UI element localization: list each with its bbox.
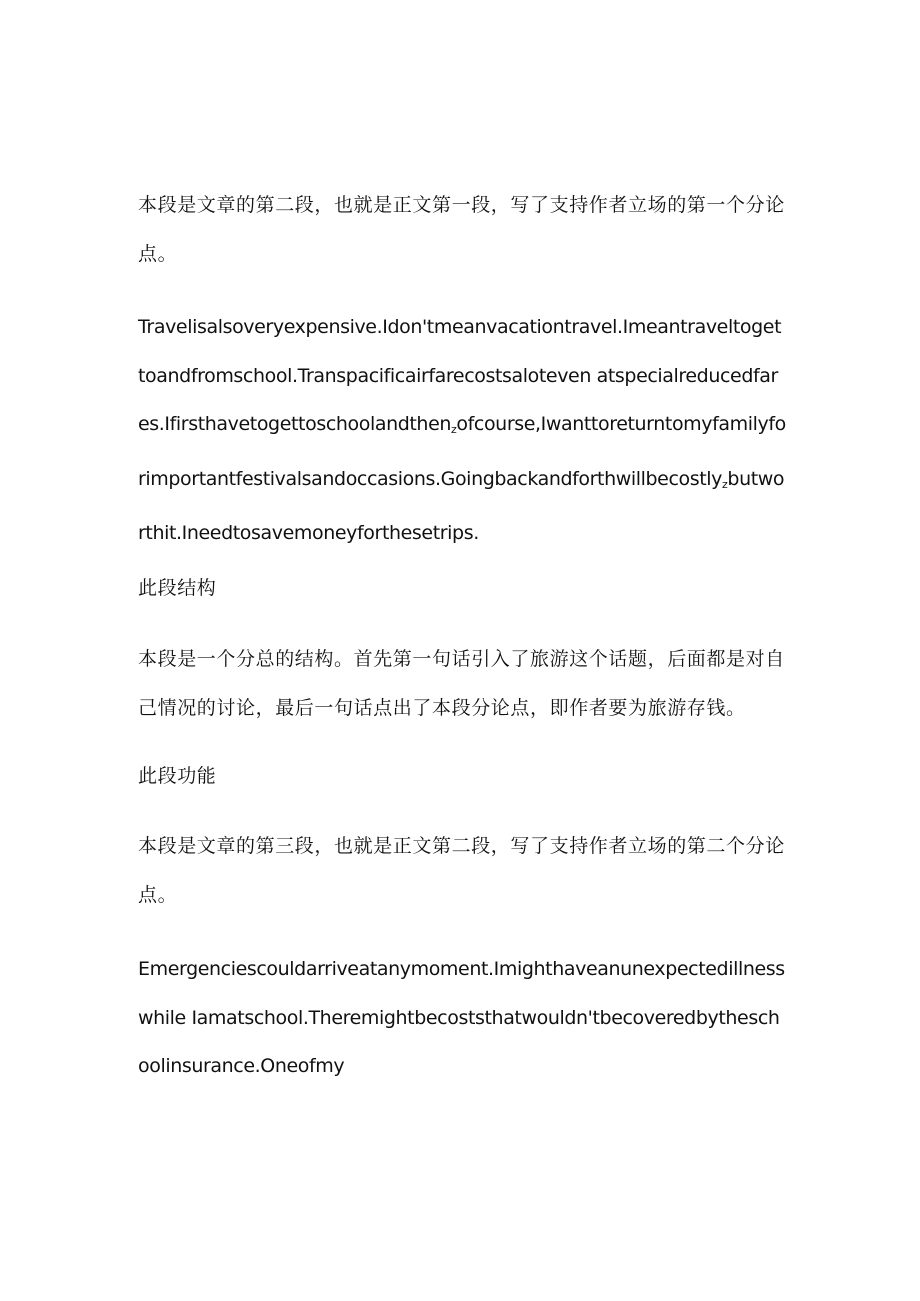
travel-text-part1: Travelisalsoveryexpensive.Idon'tmeanvacationtravel.Imeantraveltogettoandfromschool.Transpacificairfarecostsaloteven atspecialreducedfares.Ifirsthavetogettoschoolandthen (138, 316, 782, 435)
subscript-z-2: z (722, 477, 728, 491)
subscript-z-1: z (451, 423, 457, 436)
paragraph-third-section-intro: 本段是文章的第三段，也就是正文第二段，写了支持作者立场的第二个分论点。 (138, 835, 785, 906)
paragraph-structure-analysis: 本段是一个分总的结构。首先第一句话引入了旅游这个话题，后面都是对自己情况的讨论，最后一句话点出了本段分论点，即作者要为旅游存钱。 (138, 648, 785, 719)
paragraph-second-section-intro: 本段是文章的第二段，也就是正文第一段，写了支持作者立场的第一个分论点。 (138, 194, 785, 265)
paragraph-travel-expensive (138, 303, 786, 558)
travel-text-part3: butworthit.Ineedtosavemoneyforthesetrips. (138, 467, 785, 544)
paragraph-emergencies: Emergenciescouldarriveatanymoment.Imighthaveanunexpectedillnesswhile Iamatschool.Theremightbecoststhatwouldn'tbecoveredbytheschoolinsurance.Oneofmy (138, 958, 785, 1077)
travel-text-part2: ofcourse,Iwanttoreturntomyfamilyforimportantfestivalsandoccasions.Goingbackandforthwillbecostly (138, 413, 786, 490)
heading-paragraph-structure: 此段结构 (138, 577, 217, 599)
heading-paragraph-function: 此段功能 (138, 765, 217, 787)
